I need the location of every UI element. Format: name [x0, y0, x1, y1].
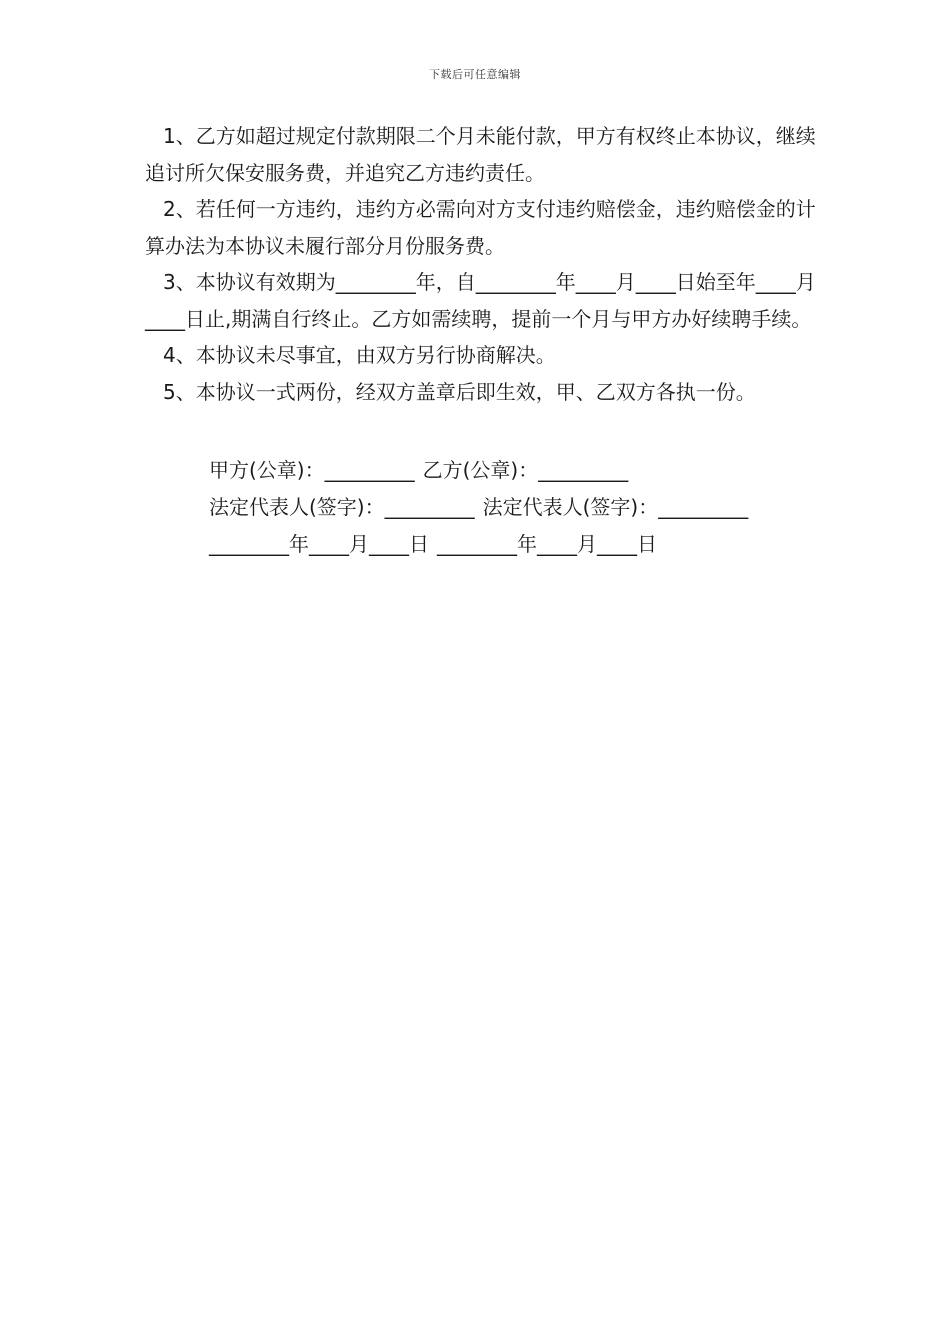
clause-3: 3、本协议有效期为________年，自________年____月____日始至年____月____日止,期满自行终止。乙方如需续聘，提前一个月与甲方办好续聘手续。	[145, 270, 816, 331]
party-a-date: ________年____月____日	[209, 532, 429, 556]
seal-line	[209, 452, 829, 489]
party-a-representative: 法定代表人(签字)：_________	[209, 495, 475, 519]
party-a-seal: 甲方(公章)：_________	[209, 458, 415, 482]
page-header-note: 下载后可任意编辑	[429, 68, 521, 81]
party-b-representative: 法定代表人(签字)：_________	[482, 495, 749, 519]
signature-block	[209, 452, 829, 563]
clause-1: 1、乙方如超过规定付款期限二个月未能付款，甲方有权终止本协议，继续追讨所欠保安服务费，并追究乙方违约责任。	[145, 124, 816, 185]
representative-line	[209, 489, 829, 526]
date-line	[209, 526, 829, 563]
clause-4: 4、本协议未尽事宜，由双方另行协商解决。	[163, 343, 556, 367]
party-b-date: ________年____月____日	[437, 532, 657, 556]
party-b-seal: 乙方(公章)：_________	[422, 458, 629, 482]
agreement-body	[145, 118, 817, 410]
clause-2: 2、若任何一方违约，违约方必需向对方支付违约赔偿金，违约赔偿金的计算办法为本协议未履行部分月份服务费。	[145, 197, 816, 258]
clause-5: 5、本协议一式两份，经双方盖章后即生效，甲、乙双方各执一份。	[163, 379, 756, 404]
